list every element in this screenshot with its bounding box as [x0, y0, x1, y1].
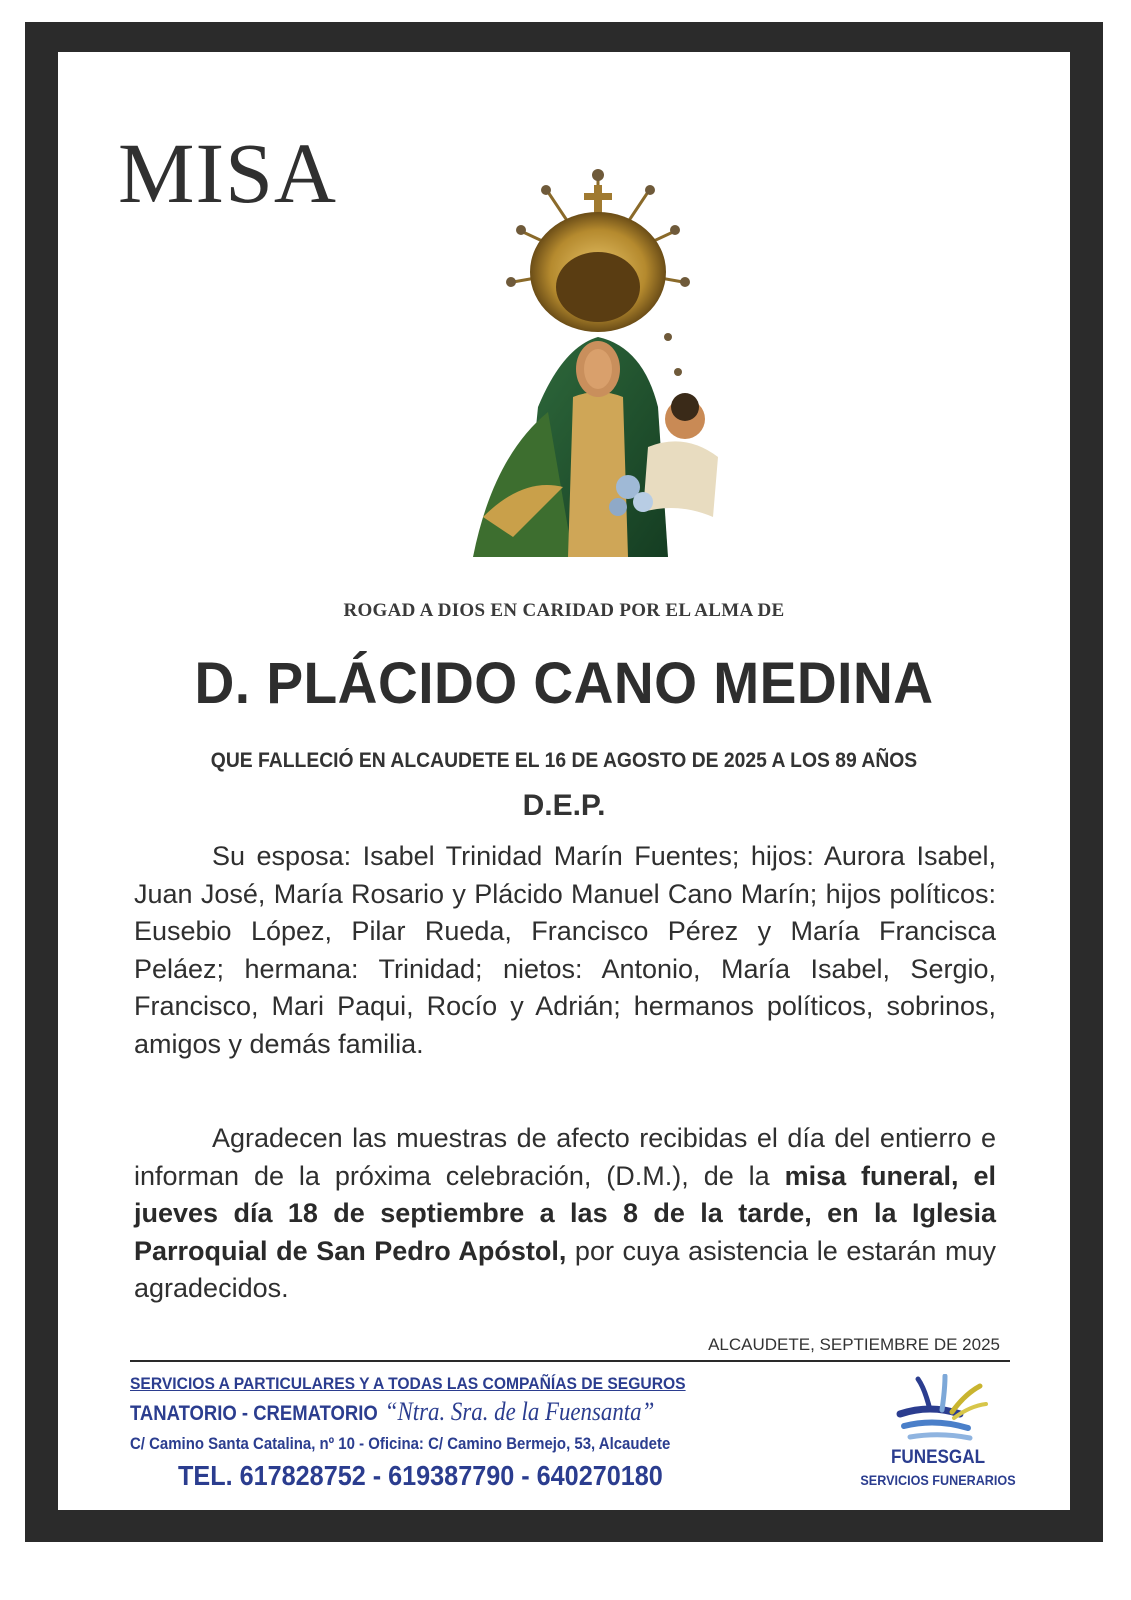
- services-line: SERVICIOS A PARTICULARES Y A TODAS LAS COMPAÑÍAS DE SEGUROS: [130, 1374, 686, 1393]
- dep-abbreviation: D.E.P.: [522, 789, 606, 822]
- phone-numbers: TEL. 617828752 - 619387790 - 640270180: [178, 1460, 663, 1491]
- footer-divider: [130, 1360, 1010, 1362]
- brand-name: FUNESGAL: [890, 1447, 986, 1468]
- address-line: C/ Camino Santa Catalina, nº 10 - Oficina: C/ Camino Bermejo, 53, Alcaudete: [130, 1434, 671, 1453]
- tanatorio-label: TANATORIO - CREMATORIO: [130, 1402, 378, 1425]
- virgin-image: [453, 157, 753, 557]
- tanatorio-name: “Ntra. Sra. de la Fuensanta”: [384, 1397, 655, 1426]
- thanks-end: por cuya asistencia le estarán muy agradecidos.: [134, 1235, 996, 1303]
- page-title: MISA: [118, 125, 338, 221]
- black-frame: [25, 22, 1103, 1542]
- place-date: ALCAUDETE, SEPTIEMBRE DE 2025: [708, 1335, 1000, 1354]
- death-details: QUE FALLECIÓ EN ALCAUDETE EL 16 DE AGOSTO DE 2025 A LOS 89 AÑOS: [210, 749, 918, 772]
- thanks-start: Agradecen las muestras de afecto recibidas el día del entierro e informan de la próxima celebración, (D.M.), de la: [134, 1123, 996, 1191]
- thanks-paragraph: [134, 1120, 996, 1308]
- tanatorio-line: [130, 1397, 654, 1427]
- funesgal-logo-icon: [890, 1374, 990, 1442]
- prayer-line: ROGAD A DIOS EN CARIDAD POR EL ALMA DE: [343, 600, 785, 621]
- brand-subtitle: SERVICIOS FUNERARIOS: [860, 1472, 1016, 1488]
- mass-details: misa funeral, el jueves día 18 de septiembre a las 8 de la tarde, en la Iglesia Parroquial de San Pedro Apóstol,: [134, 1160, 996, 1266]
- notice-sheet: [58, 52, 1070, 1510]
- deceased-name: D. PLÁCIDO CANO MEDINA: [194, 651, 934, 716]
- family-paragraph: Su esposa: Isabel Trinidad Marín Fuentes; hijos: Aurora Isabel, Juan José, María Rosario y Plácido Manuel Cano Marín; hijos políticos: Eusebio López, Pilar Rueda, Francisco Pérez y María Francisca Peláez; hermana: Trinidad; nietos: Antonio, María Isabel, Sergio, Francisco, Mari Paqui, Rocío y Adrián; hermanos políticos, sobrinos, amigos y demás familia.: [134, 841, 996, 1059]
